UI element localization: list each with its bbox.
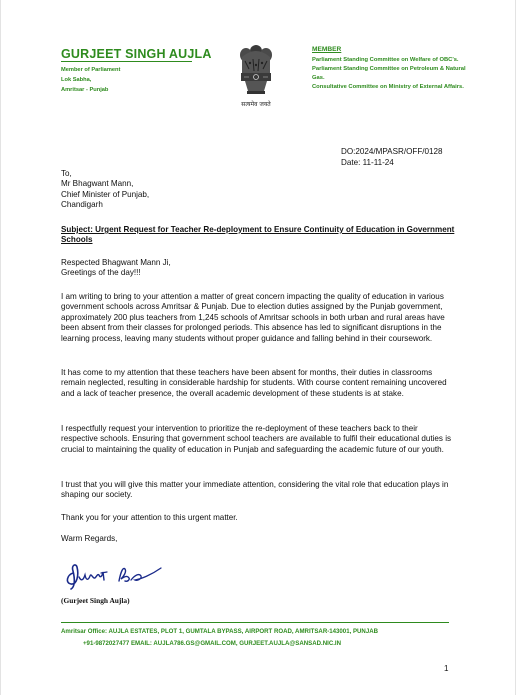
footer-contact: [61, 626, 453, 649]
designation-line: Amritsar - Punjab: [61, 87, 109, 93]
body-paragraph: Thank you for your attention to this urgent matter.: [61, 513, 238, 522]
addressee-line: Mr Bhagwant Mann,: [61, 179, 134, 189]
name-underline: [61, 61, 192, 62]
committee-item: Consultative Committee on Ministry of External Affairs.: [312, 83, 464, 90]
page-number: 1: [444, 664, 449, 673]
committee-item: Parliament Standing Committee on Petroleum & Natural Gas.: [312, 65, 466, 81]
body-paragraph: I am writing to bring to your attention a matter of great concern impacting the quality of education in various government schools across Amritsar & Punjab. Due to election duties assigned by the Punjab government, approximately 200 plus teachers from 1,245 schools of Amritsar schools in both urban and rural areas have been absent from their classes for prolonged periods. This absence has led to significant disruptions in the learning process, leaving many students without proper guidance and falling behind in their coursework.: [61, 292, 445, 343]
committee-list: [312, 56, 472, 92]
footer-divider: [61, 622, 449, 623]
emblem-motto: सत्यमेव जयते: [241, 101, 271, 108]
designation-line: Lok Sabha,: [61, 77, 92, 83]
salutation-block: [61, 258, 456, 279]
handwritten-signature: [61, 553, 173, 593]
addressee-line: To,: [61, 169, 72, 178]
body-paragraph: I respectfully request your intervention to prioritize the re-deployment of these teachers back to their respective schools. Ensuring that government school teachers are available to fulfil their educational duties is crucial to maintaining the quality of education in Punjab and safeguarding the academic future of our youth.: [61, 424, 452, 454]
addressee-line: Chief Minister of Punjab,: [61, 189, 150, 199]
body-paragraph: It has come to my attention that these teachers have been absent for months, their duties in classrooms remain neglected, resulting in considerable hardship for students. With course content remaining uncovered and a lack of teacher presence, the overall academic development of these students is at stake.: [61, 368, 447, 398]
subject-line: Subject: Urgent Request for Teacher Re-deployment to Ensure Continuity of Education in Government Schools: [61, 225, 455, 245]
mp-designation: [61, 65, 120, 95]
addressee-block: [61, 169, 456, 211]
body-paragraph: I trust that you will give this matter your immediate attention, considering the vital role that education plays in shaping our society.: [61, 480, 449, 500]
committee-item: Parliament Standing Committee on Welfare of OBC's.: [312, 57, 459, 63]
footer-address: Amritsar Office: AUJLA ESTATES, PLOT 1, GUMTALA BYPASS, AIRPORT ROAD, AMRITSAR-143001, PUNJAB: [61, 628, 379, 635]
salutation-line: Greetings of the day!!!: [61, 268, 141, 278]
member-title: MEMBER: [312, 46, 342, 53]
reference-number: DO:2024/MPASR/OFF/0128: [341, 147, 443, 156]
mp-name: GURJEET SINGH AUJLA: [61, 47, 212, 61]
reference-block: [341, 147, 443, 168]
footer-phone-email: +91-9872027477 EMAIL: AUJLA786.GS@GMAIL.COM, GURJEET.AUJLA@SANSAD.NIC.IN: [83, 639, 342, 647]
addressee-line: Chandigarh: [61, 200, 103, 210]
letter-date: Date: 11-11-24: [341, 157, 394, 167]
designation-line: Member of Parliament: [61, 67, 121, 73]
signer-name: (Gurjeet Singh Aujla): [61, 596, 130, 605]
national-emblem-icon: [233, 43, 279, 113]
closing: Warm Regards,: [61, 534, 118, 543]
salutation-line: Respected Bhagwant Mann Ji,: [61, 258, 171, 267]
